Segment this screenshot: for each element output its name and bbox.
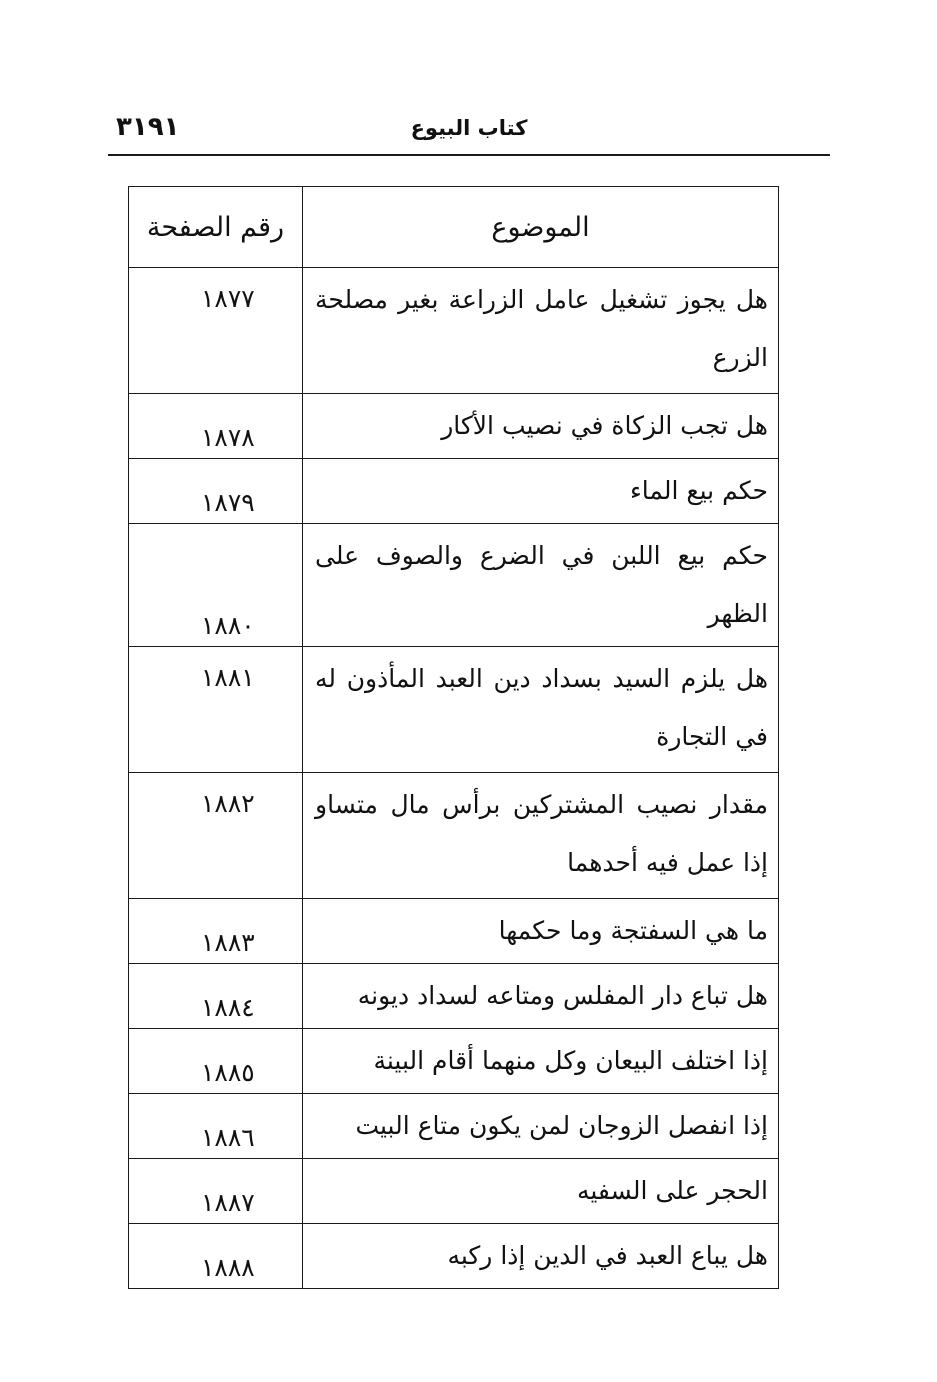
page-ref: ١٨٨١ — [201, 663, 255, 692]
table-row — [129, 1094, 779, 1159]
table-row — [129, 268, 779, 394]
subject-cell: هل يلزم السيد بسداد دين العبد المأذون له في التجارة — [303, 647, 779, 773]
table-row — [129, 524, 779, 647]
page-ref: ١٨٨٨ — [201, 1253, 255, 1282]
subject-cell: هل يباع العبد في الدين إذا ركبه — [303, 1224, 779, 1289]
page-number-cell — [129, 1094, 303, 1159]
table-row — [129, 647, 779, 773]
table-row — [129, 1029, 779, 1094]
page-number-cell — [129, 459, 303, 524]
page-ref: ١٨٨٠ — [201, 611, 255, 640]
book-title: كتاب البيوع — [410, 116, 528, 140]
page-number-cell — [129, 394, 303, 459]
page-number: ٣١٩١ — [116, 112, 180, 142]
subject-cell: حكم بيع الماء — [303, 459, 779, 524]
page-ref: ١٨٨٣ — [201, 928, 255, 957]
page-number-cell — [129, 524, 303, 647]
page-number-cell — [129, 1224, 303, 1289]
index-table — [128, 186, 779, 1289]
table-row — [129, 964, 779, 1029]
page-number-cell — [129, 268, 303, 394]
subject-cell: إذا اختلف البيعان وكل منهما أقام البينة — [303, 1029, 779, 1094]
page-number-cell — [129, 964, 303, 1029]
subject-cell: الحجر على السفيه — [303, 1159, 779, 1224]
page-column-header: رقم الصفحة — [129, 187, 303, 268]
table-row — [129, 899, 779, 964]
subject-cell: هل تباع دار المفلس ومتاعه لسداد ديونه — [303, 964, 779, 1029]
subject-cell: ما هي السفتجة وما حكمها — [303, 899, 779, 964]
page-ref: ١٨٧٩ — [201, 488, 255, 517]
page-ref: ١٨٨٤ — [201, 993, 255, 1022]
page-ref: ١٨٨٢ — [201, 789, 255, 818]
subject-cell: إذا انفصل الزوجان لمن يكون متاع البيت — [303, 1094, 779, 1159]
table-row — [129, 459, 779, 524]
page-number-cell — [129, 899, 303, 964]
table-row — [129, 394, 779, 459]
table-row — [129, 1224, 779, 1289]
page-number-cell — [129, 1159, 303, 1224]
subject-cell: هل يجوز تشغيل عامل الزراعة بغير مصلحة الزرع — [303, 268, 779, 394]
page-header — [108, 110, 830, 156]
page-ref: ١٨٧٧ — [201, 284, 255, 313]
page-ref: ١٨٧٨ — [201, 423, 255, 452]
table-row — [129, 773, 779, 899]
subject-cell: مقدار نصيب المشتركين برأس مال متساو إذا عمل فيه أحدهما — [303, 773, 779, 899]
page-number-cell — [129, 773, 303, 899]
page-number-cell — [129, 1029, 303, 1094]
table-row — [129, 1159, 779, 1224]
page-number-cell — [129, 647, 303, 773]
subject-cell: حكم بيع اللبن في الضرع والصوف على الظهر — [303, 524, 779, 647]
page-ref: ١٨٨٦ — [201, 1123, 255, 1152]
table-header-row — [129, 187, 779, 268]
subject-cell: هل تجب الزكاة في نصيب الأكار — [303, 394, 779, 459]
page-ref: ١٨٨٧ — [201, 1188, 255, 1217]
subject-column-header: الموضوع — [303, 187, 779, 268]
page-ref: ١٨٨٥ — [201, 1058, 255, 1087]
